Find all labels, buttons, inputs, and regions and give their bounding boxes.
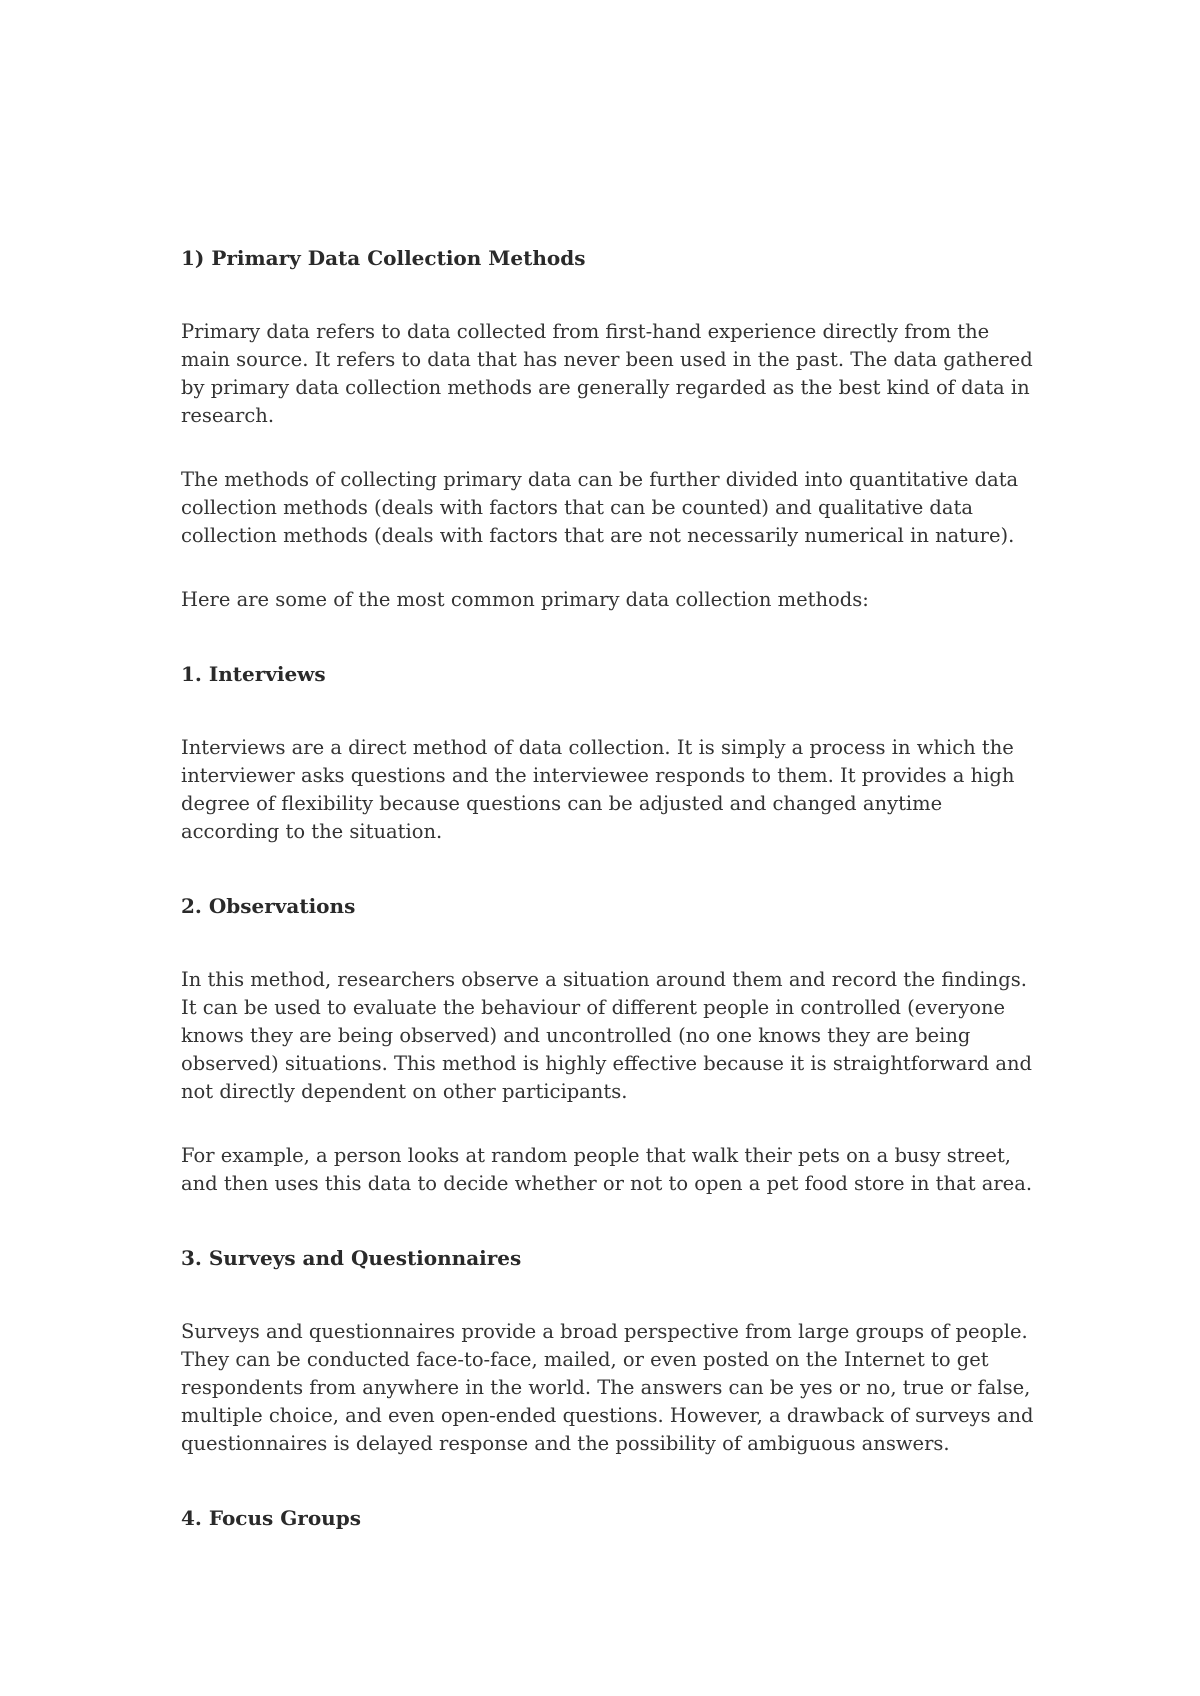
document-page: [181, 244, 1041, 1532]
section-heading-focus-groups: 4. Focus Groups: [181, 1506, 361, 1530]
section-heading-observations: 2. Observations: [181, 894, 356, 918]
intro-paragraph: Here are some of the most common primary data collection methods:: [181, 588, 869, 611]
section-paragraph: Surveys and questionnaires provide a broad perspective from large groups of people. They can be conducted face-to-face, mailed, or even posted on the Internet to get respondents from anywhere in the world. The answers can be yes or no, true or false, multiple choice, and even open-ended questions. However, a drawback of surveys and questionnaires is delayed response and the possibility of ambiguous answers.: [181, 1320, 1034, 1455]
intro-paragraph: Primary data refers to data collected from first-hand experience directly from the main source. It refers to data that has never been used in the past. The data gathered by primary data collection methods are generally regarded as the best kind of data in research.: [181, 320, 1033, 427]
section-paragraph: For example, a person looks at random people that walk their pets on a busy street, and then uses this data to decide whether or not to open a pet food store in that area.: [181, 1144, 1033, 1195]
section-paragraph: Interviews are a direct method of data collection. It is simply a process in which the interviewer asks questions and the interviewee responds to them. It provides a high degree of flexibility because questions can be adjusted and changed anytime according to the situation.: [181, 736, 1015, 843]
section-paragraph: In this method, researchers observe a situation around them and record the findings. It can be used to evaluate the behaviour of different people in controlled (everyone knows they are being observed) and uncontrolled (no one knows they are being observed) situations. This method is highly effective because it is straightforward and not directly dependent on other participants.: [181, 968, 1033, 1103]
intro-paragraph: The methods of collecting primary data can be further divided into quantitative data collection methods (deals with factors that can be counted) and qualitative data collection methods (deals with factors that are not necessarily numerical in nature).: [181, 468, 1019, 547]
section-heading-interviews: 1. Interviews: [181, 662, 326, 686]
section-heading-surveys: 3. Surveys and Questionnaires: [181, 1246, 522, 1270]
document-title: 1) Primary Data Collection Methods: [181, 246, 586, 270]
